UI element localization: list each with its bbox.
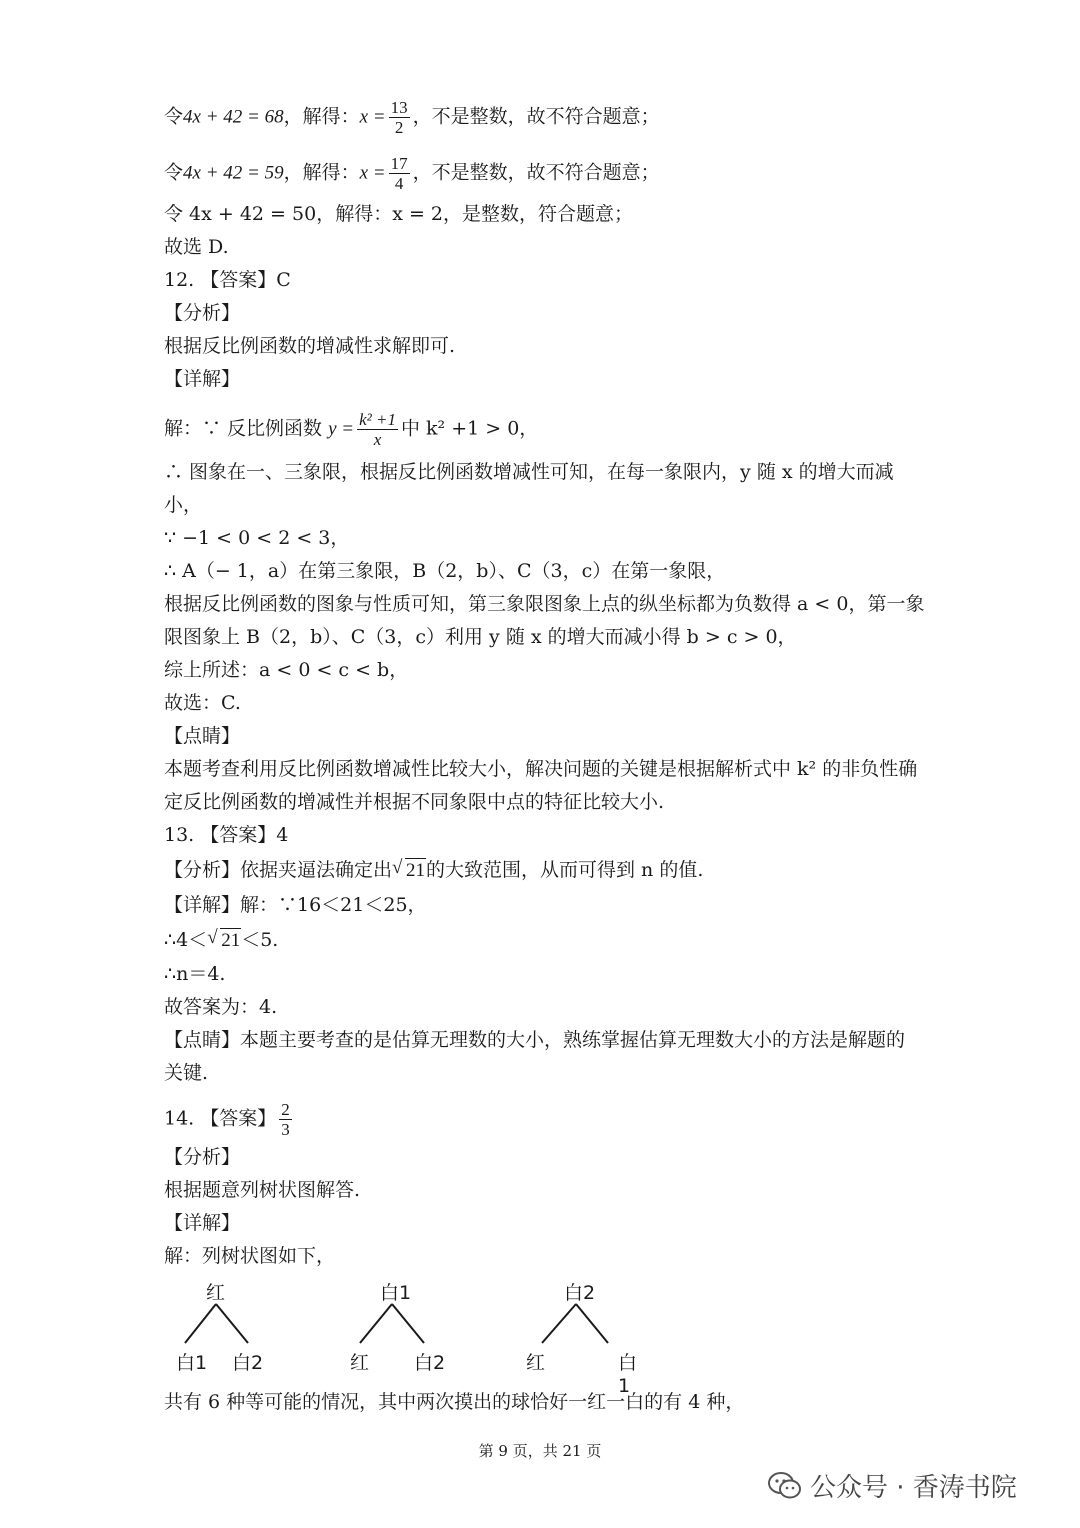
- tree-diagram-1: [176, 1276, 276, 1376]
- page-footer: 第 9 页，共 21 页: [478, 1442, 602, 1460]
- q12-step-6: 根据反比例函数的图象与性质可知，第三象限图象上点的纵坐标都为负数得 a < 0，第一象: [164, 593, 925, 615]
- watermark-text: 公众号 · 香涛书院: [810, 1473, 1017, 1503]
- q12-analysis-text: 根据反比例函数的增减性求解即可.: [164, 335, 456, 357]
- q13-step-1: ∴4＜ √ 21＜5.: [164, 927, 279, 951]
- sqrt-expression: √ 21: [207, 927, 241, 951]
- solution-line-2: 令4x + 42 = 59，解得：x = $\frac{17}{4}$ ，不是整数，故不符合题意；: [164, 154, 660, 193]
- q13-comment-1: 【点睛】本题主要考查的是估算无理数的大小，熟练掌握估算无理数大小的方法是解题的: [164, 1029, 906, 1051]
- q14-analysis-text: 根据题意列树状图解答.: [164, 1179, 361, 1201]
- q13-analysis: 【分析】依据夹逼法确定出 √ 21的大致范围，从而可得到 n 的值.: [164, 857, 704, 881]
- fraction: $\frac{13}{2}$: [390, 98, 408, 137]
- q12-step-7: 限图象上 B（2，b）、C（3，c）利用 y 随 x 的增大而减小得 b > c > 0，: [164, 626, 797, 648]
- q14-analysis-heading: 【分析】: [164, 1146, 241, 1168]
- q12-step-2: ∴ 图象在一、三象限，根据反比例函数增减性可知，在每一象限内，y 随 x 的增大而减: [164, 461, 894, 483]
- q14-detail-heading: 【详解】: [164, 1212, 241, 1234]
- fraction: $\frac{\text{k² +1}}{x}$: [359, 410, 396, 449]
- q13-detail: 【详解】解：∵16＜21＜25，: [164, 894, 427, 916]
- q12-step-5: ∴ A（− 1，a）在第三象限，B（2，b）、C（3，c）在第一象限，: [164, 560, 726, 582]
- tree-leaf-right: 白2: [232, 1352, 264, 1374]
- solution-line-3: 令 4x + 42 = 50，解得：x = 2，是整数，符合题意；: [164, 203, 633, 225]
- q13-comment-2: 关键.: [164, 1062, 209, 1084]
- tree-root: 红: [206, 1282, 226, 1304]
- fraction: $\frac{2}{3}$: [281, 1100, 290, 1139]
- tree-root: 白1: [380, 1282, 412, 1304]
- solution-line-1: 令4x + 42 = 68，解得：x = $\frac{13}{2}$ ，不是整数，故不符合题意；: [164, 98, 660, 137]
- q12-detail-heading: 【详解】: [164, 368, 241, 390]
- tree-diagram-3: [526, 1276, 648, 1397]
- q14-step-1: 解：列树状图如下，: [164, 1245, 336, 1267]
- q12-step-4: ∵ −1 < 0 < 2 < 3，: [164, 527, 350, 549]
- fraction: $\frac{17}{4}$: [390, 154, 408, 193]
- tree-leaf-right: 白2: [414, 1352, 446, 1374]
- watermark: [768, 1467, 1017, 1504]
- q14-answer: 14. 【答案】 $\frac{2}{3}$: [164, 1100, 290, 1139]
- q12-step-9: 故选：C.: [164, 692, 241, 714]
- q14-conclusion: 共有 6 种等可能的情况，其中两次摸出的球恰好一红一白的有 4 种，: [164, 1391, 745, 1413]
- q12-answer: 12. 【答案】C: [164, 269, 291, 291]
- q12-comment-1: 本题考查利用反比例函数增减性比较大小，解决问题的关键是根据解析式中 k² 的非负性确: [164, 758, 918, 780]
- q12-comment-2: 定反比例函数的增减性并根据不同象限中点的特征比较大小.: [164, 791, 665, 813]
- tree-diagram-2: [348, 1276, 448, 1376]
- solution-line-4: 故选 D.: [164, 236, 229, 258]
- q12-comment-heading: 【点睛】: [164, 725, 241, 747]
- q12-step-8: 综上所述：a < 0 < c < b，: [164, 659, 409, 681]
- q12-step-3: 小，: [164, 494, 203, 516]
- q12-step-1: 解：∵ 反比例函数 y = $\frac{\text{k² +1}}{x}$ 中 k² +1 > 0，: [164, 410, 539, 449]
- tree-leaf-left: 白1: [176, 1352, 208, 1374]
- q13-step-2: ∴n＝4.: [164, 963, 226, 985]
- tree-leaf-left: 红: [526, 1352, 546, 1374]
- tree-leaf-right: 白1: [618, 1352, 638, 1397]
- wechat-icon: [768, 1471, 802, 1501]
- sqrt-expression: √ 21: [392, 857, 426, 881]
- q13-step-3: 故答案为：4.: [164, 996, 278, 1018]
- q12-analysis-heading: 【分析】: [164, 302, 241, 324]
- tree-root: 白2: [564, 1282, 596, 1304]
- q13-answer: 13. 【答案】4: [164, 824, 289, 846]
- tree-leaf-left: 红: [350, 1352, 370, 1374]
